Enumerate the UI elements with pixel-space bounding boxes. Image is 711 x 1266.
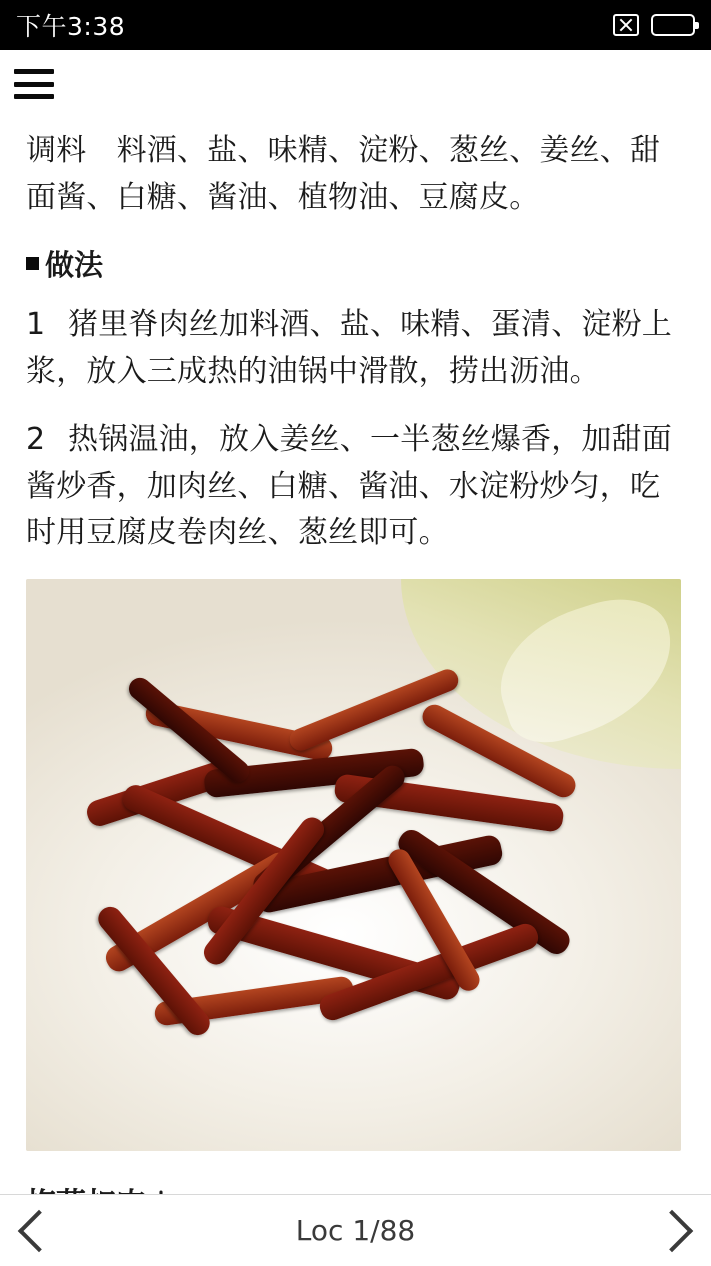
step-2-number: 2 <box>26 422 46 457</box>
hamburger-bar <box>14 82 54 87</box>
app-top-bar <box>0 50 711 118</box>
status-bar <box>0 0 711 50</box>
step-1-text: 猪里脊肉丝加料酒、盐、味精、蛋清、淀粉上浆，放入三成热的油锅中滑散，捞出沥油。 <box>26 307 672 389</box>
step-1 <box>26 302 685 395</box>
ingredients-paragraph: 调料 料酒、盐、味精、淀粉、葱丝、姜丝、甜面酱、白糖、酱油、植物油、豆腐皮。 <box>26 133 661 215</box>
chevron-right-icon[interactable] <box>651 1209 693 1251</box>
shredded-pork-pile <box>54 659 624 1079</box>
step-2 <box>26 417 685 557</box>
reader-content <box>0 118 711 1223</box>
hamburger-menu-icon[interactable] <box>14 69 54 99</box>
step-1-number: 1 <box>26 307 46 342</box>
reader-bottom-bar <box>0 1194 711 1266</box>
step-2-text: 热锅温油，放入姜丝、一半葱丝爆香，加甜面酱炒香，加肉丝、白糖、酱油、水淀粉炒匀，吃时用豆腐皮卷肉丝、葱丝即可。 <box>26 422 672 550</box>
battery-icon <box>651 14 695 36</box>
hamburger-bar <box>14 69 54 74</box>
status-icons <box>613 14 695 36</box>
square-bullet-icon <box>26 257 39 270</box>
method-heading-label: 做法 <box>45 248 104 282</box>
dish-photo <box>26 579 681 1151</box>
chevron-left-icon[interactable] <box>18 1209 60 1251</box>
no-sim-icon <box>613 14 639 36</box>
method-heading <box>26 243 685 284</box>
status-time: 下午3:38 <box>16 12 126 41</box>
location-label: Loc 1/88 <box>295 1214 416 1247</box>
hamburger-bar <box>14 94 54 99</box>
